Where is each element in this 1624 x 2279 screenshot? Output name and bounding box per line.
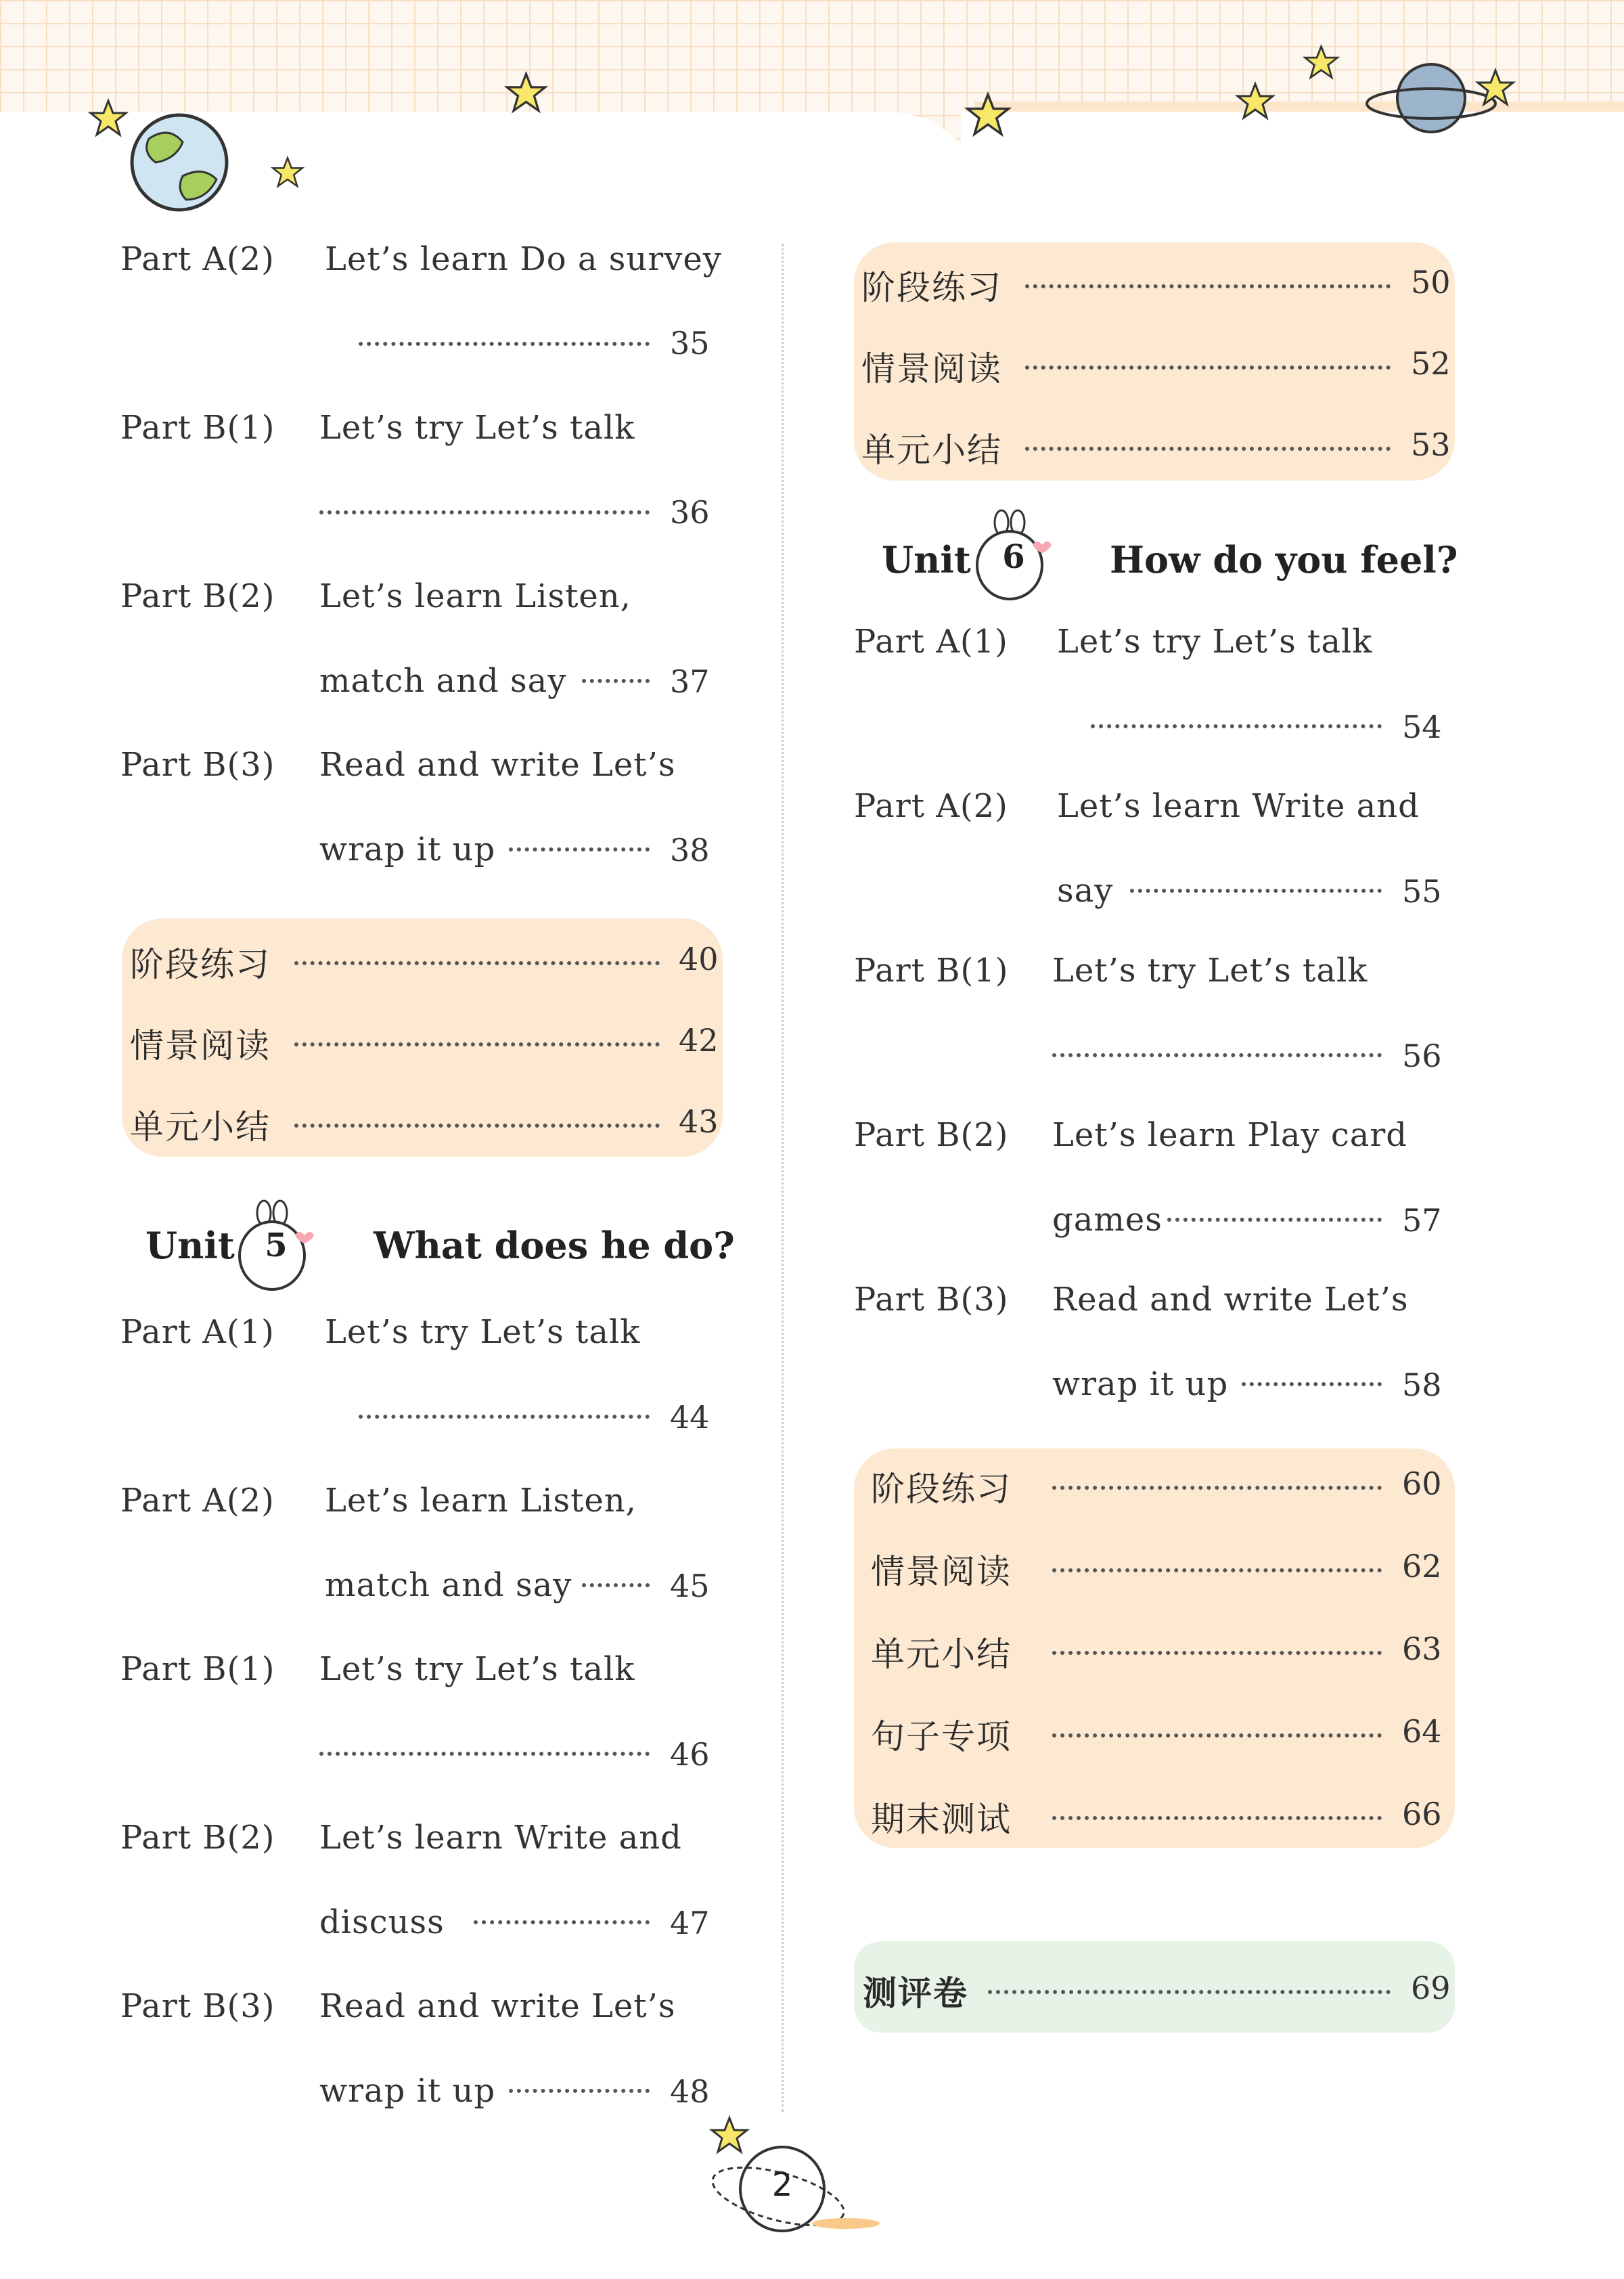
toc-part-label: Part A(2)	[854, 787, 1008, 825]
toc-title: Let’s learn Write and	[1057, 787, 1420, 825]
toc-page[interactable]: 47	[670, 1905, 710, 1941]
toc-leader	[474, 1920, 650, 1924]
toc-title: Let’s try Let’s talk	[1057, 623, 1373, 661]
toc-title: Let’s learn Listen,	[325, 1482, 637, 1520]
toc-title-line2: match and say	[325, 1566, 572, 1604]
toc-title: Let’s try Let’s talk	[325, 1313, 641, 1351]
toc-leader	[1242, 1382, 1382, 1386]
toc-page[interactable]: 38	[670, 832, 710, 868]
toc-leader	[319, 1752, 650, 1756]
toc-part-label: Part B(3)	[120, 746, 275, 784]
toc-page[interactable]: 62	[1402, 1548, 1442, 1585]
toc-title: Read and write Let’s	[319, 1987, 676, 2025]
toc-page[interactable]: 36	[670, 494, 710, 531]
unit-title: What does he do?	[374, 1224, 735, 1267]
toc-page[interactable]: 69	[1411, 1970, 1451, 2006]
toc-title-line2: games	[1052, 1201, 1163, 1239]
toc-part-label: Part B(2)	[120, 1819, 275, 1857]
star-icon	[1235, 81, 1276, 122]
toc-page[interactable]: 56	[1402, 1038, 1442, 1074]
toc-leader	[509, 2089, 650, 2093]
summary-label: 情景阅读	[861, 349, 1002, 389]
summary-label: 阶段练习	[871, 1469, 1012, 1509]
toc-leader	[1091, 724, 1382, 728]
toc-part-label: Part B(3)	[120, 1987, 275, 2025]
toc-title: Let’s try Let’s talk	[319, 409, 635, 447]
toc-page[interactable]: 54	[1402, 709, 1442, 745]
toc-part-label: Part B(3)	[854, 1281, 1009, 1319]
summary-label: 情景阅读	[871, 1552, 1012, 1591]
toc-part-label: Part B(1)	[120, 409, 275, 447]
toc-page[interactable]: 45	[670, 1568, 710, 1604]
toc-leader	[988, 1990, 1391, 1994]
toc-part-label: Part A(2)	[120, 1482, 275, 1520]
toc-page[interactable]: 52	[1411, 345, 1451, 382]
toc-page[interactable]: 46	[670, 1736, 710, 1773]
summary-label: 单元小结	[861, 430, 1002, 470]
star-icon	[1303, 44, 1340, 81]
toc-title: Read and write Let’s	[319, 746, 676, 784]
toc-title-line2: wrap it up	[319, 2072, 496, 2110]
toc-leader	[1052, 1486, 1382, 1490]
star-icon	[709, 2115, 750, 2156]
star-icon	[271, 156, 304, 190]
summary-label: 情景阅读	[130, 1026, 271, 1065]
toc-leader	[1052, 1733, 1382, 1738]
toc-page[interactable]: 60	[1402, 1465, 1442, 1502]
toc-leader	[294, 1042, 660, 1046]
unit-label: Unit	[882, 538, 971, 581]
toc-page[interactable]: 57	[1402, 1202, 1442, 1239]
column-divider	[782, 244, 784, 2112]
toc-leader	[1052, 1568, 1382, 1572]
toc-page[interactable]: 37	[670, 663, 710, 700]
toc-title: Let’s learn Do a survey	[325, 240, 722, 278]
toc-leader	[294, 961, 660, 965]
toc-title: Read and write Let’s	[1052, 1281, 1409, 1319]
summary-label: 期末测试	[871, 1800, 1012, 1839]
toc-page[interactable]: 42	[679, 1022, 719, 1059]
toc-leader	[1025, 447, 1391, 451]
toc-leader	[582, 679, 650, 683]
summary-label: 句子专项	[871, 1717, 1012, 1756]
toc-title-line2: match and say	[319, 662, 567, 700]
toc-part-label: Part B(1)	[120, 1650, 275, 1688]
toc-page[interactable]: 43	[679, 1103, 719, 1140]
toc-part-label: Part B(2)	[854, 1116, 1009, 1154]
toc-title-line2: wrap it up	[319, 831, 496, 868]
toc-leader	[294, 1124, 660, 1128]
toc-leader	[1025, 284, 1391, 288]
toc-page[interactable]: 55	[1402, 873, 1442, 910]
unit-number: 6	[1002, 538, 1025, 576]
globe-icon	[129, 112, 230, 213]
toc-title-line2: say	[1057, 872, 1114, 910]
toc-page[interactable]: 53	[1411, 426, 1451, 463]
toc-title: Let’s try Let’s talk	[1052, 952, 1368, 990]
unit-number: 5	[265, 1226, 288, 1264]
toc-page[interactable]: 66	[1402, 1796, 1442, 1832]
summary-label: 阶段练习	[861, 268, 1002, 307]
toc-title: Let’s learn Play card	[1052, 1116, 1408, 1154]
toc-page[interactable]: 50	[1411, 264, 1451, 301]
toc-page[interactable]: 63	[1402, 1631, 1442, 1667]
unit-label: Unit	[145, 1224, 235, 1267]
toc-page[interactable]: 58	[1402, 1367, 1442, 1403]
toc-leader	[1052, 1816, 1382, 1820]
toc-leader	[319, 510, 650, 514]
toc-leader	[1052, 1053, 1382, 1057]
toc-page[interactable]: 35	[670, 325, 710, 361]
toc-leader	[1025, 366, 1391, 370]
toc-title: Let’s learn Listen,	[319, 577, 631, 615]
star-icon	[1475, 68, 1516, 108]
toc-leader	[1167, 1218, 1382, 1222]
toc-page[interactable]: 40	[679, 941, 719, 977]
toc-part-label: Part B(2)	[120, 577, 275, 615]
summary-label: 单元小结	[130, 1107, 271, 1147]
page-number: 2	[771, 2166, 793, 2204]
toc-part-label: Part A(1)	[854, 623, 1008, 661]
summary-label: 阶段练习	[130, 945, 271, 984]
toc-title: Let’s learn Write and	[319, 1819, 682, 1857]
star-icon	[504, 71, 548, 115]
toc-title-line2: wrap it up	[1052, 1365, 1229, 1403]
toc-leader	[582, 1583, 650, 1587]
toc-leader	[1130, 889, 1382, 893]
toc-page[interactable]: 48	[670, 2073, 710, 2110]
test-label: 测评卷	[863, 1974, 968, 2013]
summary-label: 单元小结	[871, 1635, 1012, 1674]
unit-title: How do you feel?	[1110, 538, 1458, 581]
toc-part-label: Part B(1)	[854, 952, 1009, 990]
toc-title-line2: discuss	[319, 1903, 445, 1941]
toc-page[interactable]: 44	[670, 1399, 710, 1436]
toc-leader	[1052, 1651, 1382, 1655]
toc-leader	[359, 342, 650, 346]
toc-part-label: Part A(1)	[120, 1313, 275, 1351]
toc-leader	[509, 847, 650, 851]
header-white-right	[961, 112, 1624, 247]
toc-page[interactable]: 64	[1402, 1713, 1442, 1750]
toc-title: Let’s try Let’s talk	[319, 1650, 635, 1688]
toc-leader	[359, 1415, 650, 1419]
star-icon	[964, 91, 1012, 139]
star-icon	[88, 98, 129, 139]
toc-part-label: Part A(2)	[120, 240, 275, 278]
